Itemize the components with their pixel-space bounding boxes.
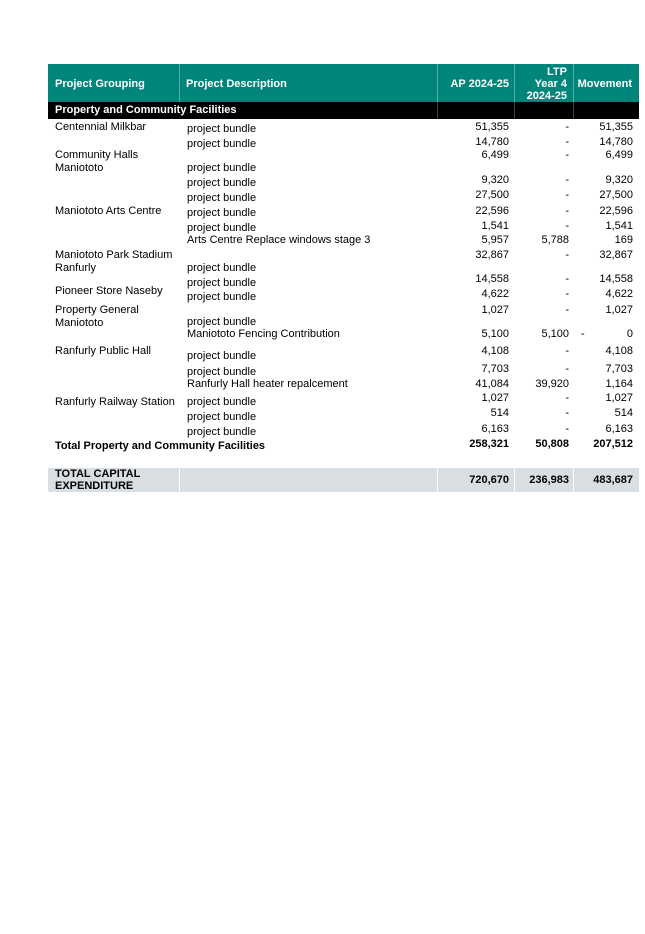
header-ap-2024-25: AP 2024-25 xyxy=(450,78,509,90)
ltp-value: 5,100 xyxy=(541,328,569,340)
header-movement: Movement xyxy=(577,78,632,90)
ap-value: 51,355 xyxy=(475,121,509,133)
ltp-value: - xyxy=(565,304,569,316)
movement-value: 14,780 xyxy=(599,136,633,148)
project-description: Arts Centre Replace windows stage 3 xyxy=(187,234,371,246)
movement-value: 32,867 xyxy=(599,249,633,261)
group-label: Community Halls xyxy=(55,149,139,161)
project-description: project bundle xyxy=(187,262,257,274)
movement-value: 0 xyxy=(626,328,633,340)
header-project-description: Project Description xyxy=(186,78,287,90)
section-divider xyxy=(573,102,574,119)
ap-value: 514 xyxy=(490,407,509,419)
ltp-value: - xyxy=(565,189,569,201)
group-label: Maniototo xyxy=(55,162,104,174)
project-description: project bundle xyxy=(187,366,257,378)
section-divider xyxy=(514,102,515,119)
subtotal-ap: 258,321 xyxy=(469,438,509,450)
section-title: Property and Community Facilities xyxy=(55,104,237,116)
ltp-value: - xyxy=(565,407,569,419)
table-header xyxy=(48,64,639,102)
section-header xyxy=(48,102,639,119)
total-divider xyxy=(437,468,438,492)
ltp-value: - xyxy=(565,205,569,217)
project-description: project bundle xyxy=(187,177,257,189)
ltp-value: - xyxy=(565,136,569,148)
movement-value: 1,164 xyxy=(605,378,633,390)
project-description: project bundle xyxy=(187,277,257,289)
movement-value: 27,500 xyxy=(599,189,633,201)
ltp-value: - xyxy=(565,345,569,357)
movement-value: 4,108 xyxy=(605,345,633,357)
movement-value: 514 xyxy=(614,407,633,419)
movement-value: 1,541 xyxy=(605,220,633,232)
group-label: Maniototo Arts Centre xyxy=(55,205,162,217)
project-description: project bundle xyxy=(187,192,257,204)
total-movement: 483,687 xyxy=(593,474,633,486)
movement-value: 1,027 xyxy=(605,304,633,316)
ap-value: 27,500 xyxy=(475,189,509,201)
ap-value: 1,027 xyxy=(481,392,509,404)
project-description: project bundle xyxy=(187,222,257,234)
group-label: Maniototo xyxy=(55,317,104,329)
ltp-value: - xyxy=(565,392,569,404)
grand-total-row xyxy=(48,468,639,492)
ltp-value: 39,920 xyxy=(535,378,569,390)
total-ap: 720,670 xyxy=(469,474,509,486)
ltp-value: - xyxy=(565,273,569,285)
project-description: project bundle xyxy=(187,123,257,135)
project-description: project bundle xyxy=(187,426,257,438)
ltp-value: - xyxy=(565,149,569,161)
capital-expenditure-table xyxy=(48,64,639,492)
movement-value: 9,320 xyxy=(605,174,633,186)
header-project-grouping: Project Grouping xyxy=(55,78,145,90)
ap-value: 7,703 xyxy=(481,363,509,375)
project-description: project bundle xyxy=(187,396,257,408)
ap-value: 9,320 xyxy=(481,174,509,186)
group-label: Centennial Milkbar xyxy=(55,121,147,133)
movement-value: 22,596 xyxy=(599,205,633,217)
ap-value: 1,541 xyxy=(481,220,509,232)
project-description: project bundle xyxy=(187,411,257,423)
header-ltp-line3: 2024-25 xyxy=(526,90,567,102)
project-description: project bundle xyxy=(187,350,257,362)
subtotal-movement: 207,512 xyxy=(593,438,633,450)
header-ltp-line2: Year 4 xyxy=(534,78,567,90)
ap-value: 14,780 xyxy=(475,136,509,148)
total-label-line1: TOTAL CAPITAL xyxy=(55,468,141,480)
movement-value: 169 xyxy=(614,234,633,246)
project-description: Ranfurly Hall heater repalcement xyxy=(187,378,348,390)
project-description: project bundle xyxy=(187,162,257,174)
movement-value: 6,499 xyxy=(605,149,633,161)
movement-value: 1,027 xyxy=(605,392,633,404)
ap-value: 22,596 xyxy=(475,205,509,217)
total-label-line2: EXPENDITURE xyxy=(55,480,134,492)
header-divider xyxy=(179,64,180,102)
ltp-value: 5,788 xyxy=(541,234,569,246)
movement-value: 6,163 xyxy=(605,423,633,435)
group-label: Pioneer Store Naseby xyxy=(55,285,163,297)
movement-value: 7,703 xyxy=(605,363,633,375)
subtotal-ltp: 50,808 xyxy=(535,438,569,450)
subtotal-label: Total Property and Community Facilities xyxy=(55,440,266,452)
group-label: Ranfurly Railway Station xyxy=(55,396,175,408)
header-divider xyxy=(514,64,515,102)
ltp-value: - xyxy=(565,174,569,186)
movement-value: 51,355 xyxy=(599,121,633,133)
group-label: Ranfurly xyxy=(55,262,96,274)
total-divider xyxy=(573,468,574,492)
ap-value: 5,957 xyxy=(481,234,509,246)
table-body xyxy=(48,119,639,452)
ap-value: 14,558 xyxy=(475,273,509,285)
ltp-value: - xyxy=(565,423,569,435)
total-ltp: 236,983 xyxy=(529,474,569,486)
project-description: project bundle xyxy=(187,138,257,150)
ap-value: 41,084 xyxy=(475,378,509,390)
group-label: Ranfurly Public Hall xyxy=(55,345,151,357)
ap-value: 4,622 xyxy=(481,288,509,300)
header-divider xyxy=(573,64,574,102)
total-divider xyxy=(179,468,180,492)
section-divider xyxy=(437,102,438,119)
ltp-value: - xyxy=(565,363,569,375)
project-description: project bundle xyxy=(187,291,257,303)
movement-value: 4,622 xyxy=(605,288,633,300)
ap-value: 6,163 xyxy=(481,423,509,435)
header-ltp-year4 xyxy=(515,66,567,102)
project-description: project bundle xyxy=(187,316,257,328)
ap-value: 4,108 xyxy=(481,345,509,357)
ltp-value: - xyxy=(565,121,569,133)
group-label: Property General xyxy=(55,304,139,316)
total-label xyxy=(55,468,140,492)
ap-value: 32,867 xyxy=(475,249,509,261)
ap-value: 5,100 xyxy=(481,328,509,340)
total-divider xyxy=(514,468,515,492)
group-label: Maniototo Park Stadium xyxy=(55,249,173,261)
header-divider xyxy=(437,64,438,102)
movement-prefix: - xyxy=(581,328,585,340)
ltp-value: - xyxy=(565,288,569,300)
ltp-value: - xyxy=(565,220,569,232)
project-description: Maniototo Fencing Contribution xyxy=(187,328,340,340)
header-ltp-line1: LTP xyxy=(547,66,567,78)
movement-value: 14,558 xyxy=(599,273,633,285)
ap-value: 6,499 xyxy=(481,149,509,161)
project-description: project bundle xyxy=(187,207,257,219)
ap-value: 1,027 xyxy=(481,304,509,316)
ltp-value: - xyxy=(565,249,569,261)
